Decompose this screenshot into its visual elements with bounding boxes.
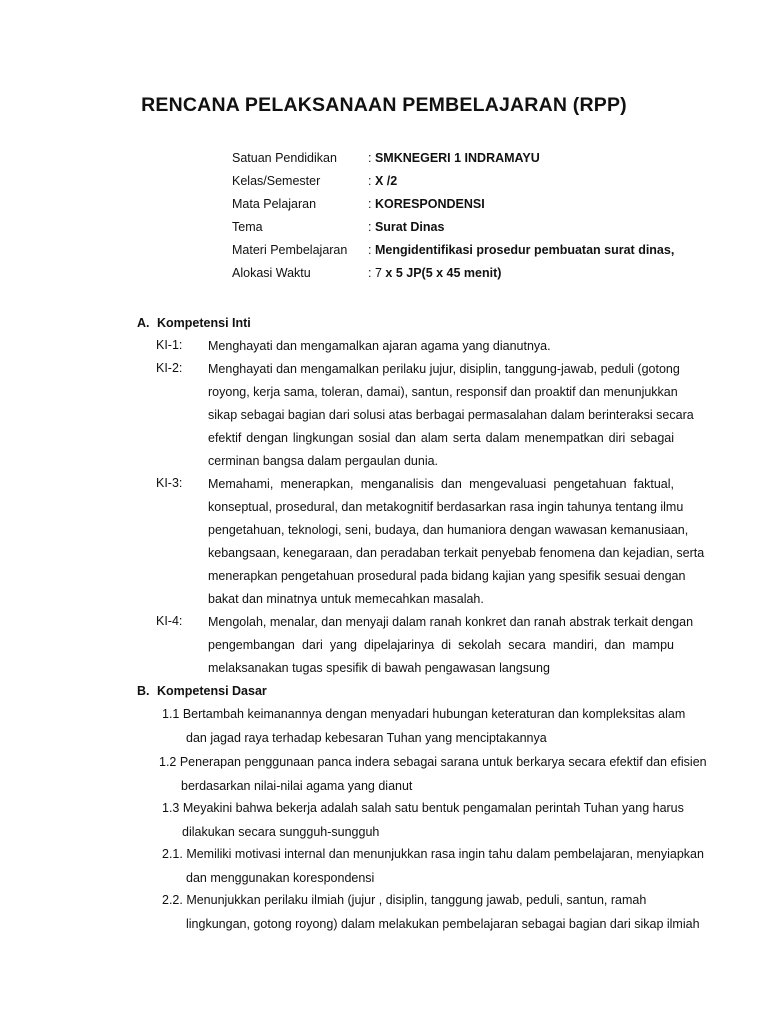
ki-line: sikap sebagai bagian dari solusi atas berbagai permasalahan dalam berinteraksi secara bbox=[208, 408, 694, 422]
ki-label: KI-4: bbox=[156, 614, 183, 628]
identity-value-wrap bbox=[368, 151, 540, 165]
identity-value-wrap bbox=[368, 197, 485, 211]
ki-text bbox=[208, 361, 694, 476]
ki-line: melaksanakan tugas spesifik di bawah pengawasan langsung bbox=[208, 661, 550, 675]
ki-line: efektif dengan lingkungan sosial dan alam serta dalam menempatkan diri sebagai bbox=[208, 431, 674, 445]
ki-line: kebangsaan, kenegaraan, dan peradaban terkait penyebab fenomena dan kejadian, serta bbox=[208, 546, 705, 560]
ki-text bbox=[208, 338, 674, 361]
ki-line: konseptual, prosedural, dan metakognitif berdasarkan rasa ingin tahunya tentang ilmu bbox=[208, 500, 684, 514]
kd-item bbox=[162, 706, 685, 753]
ki-line: pengetahuan, teknologi, seni, budaya, dan humaniora dengan wawasan kemanusiaan, bbox=[208, 523, 689, 537]
ki-text bbox=[208, 476, 705, 614]
kd-line-cont: dan menggunakan korespondensi bbox=[186, 870, 375, 885]
ki-text bbox=[208, 614, 694, 683]
kd-item bbox=[162, 846, 704, 893]
section-heading-kompetensi-dasar bbox=[137, 684, 267, 698]
kd-line-cont: berdasarkan nilai-nilai agama yang dianut bbox=[181, 778, 413, 793]
kd-item bbox=[162, 800, 684, 847]
identity-label: Kelas/Semester bbox=[232, 174, 321, 188]
kd-line: 2.2. Menunjukkan perilaku ilmiah (jujur , disiplin, tanggung jawab, peduli, santun, ramah bbox=[162, 893, 647, 907]
kd-line: 1.2 Penerapan penggunaan panca indera sebagai sarana untuk berkarya secara efektif dan efisien bbox=[159, 755, 707, 769]
identity-colon: : bbox=[368, 266, 375, 280]
identity-label: Materi Pembelajaran bbox=[232, 243, 348, 257]
identity-colon: : bbox=[368, 243, 375, 257]
kd-item bbox=[159, 754, 707, 801]
kd-line: 1.3 Meyakini bahwa bekerja adalah salah satu bentuk pengamalan perintah Tuhan yang harus bbox=[162, 801, 684, 815]
kd-line-cont: lingkungan, gotong royong) dalam melakukan pembelajaran sebagai bagian dari sikap ilmiah bbox=[186, 916, 700, 931]
ki-line: royong, kerja sama, toleran, damai), santun, responsif dan proaktif dan menunjukkan bbox=[208, 385, 678, 399]
kd-line-cont: dilakukan secara sungguh-sungguh bbox=[182, 824, 380, 839]
ki-line: cerminan bangsa dalam pergaulan dunia. bbox=[208, 454, 439, 468]
ki-line: Mengolah, menalar, dan menyaji dalam ranah konkret dan ranah abstrak terkait dengan bbox=[208, 615, 694, 629]
ki-line: menerapkan pengetahuan prosedural pada bidang kajian yang spesifik sesuai dengan bbox=[208, 569, 686, 583]
section-heading-text: Kompetensi Dasar bbox=[157, 684, 267, 698]
document-title: RENCANA PELAKSANAAN PEMBELAJARAN (RPP) bbox=[141, 94, 627, 116]
identity-value: KORESPONDENSI bbox=[374, 197, 485, 211]
kd-line-cont: dan jagad raya terhadap kebesaran Tuhan yang menciptakannya bbox=[186, 730, 547, 745]
ki-label: KI-3: bbox=[156, 476, 183, 490]
section-letter: B. bbox=[137, 684, 150, 698]
identity-colon: : bbox=[368, 174, 375, 188]
identity-pre: 7 bbox=[374, 266, 386, 280]
identity-value: X /2 bbox=[374, 174, 398, 188]
ki-line: bakat dan minatnya untuk memecahkan masalah. bbox=[208, 592, 484, 606]
identity-label: Satuan Pendidikan bbox=[232, 151, 337, 165]
identity-colon: : bbox=[368, 220, 375, 234]
identity-colon: : bbox=[368, 151, 375, 165]
identity-value-wrap bbox=[368, 266, 501, 280]
ki-label: KI-2: bbox=[156, 361, 183, 375]
kd-item bbox=[162, 892, 700, 939]
identity-label: Alokasi Waktu bbox=[232, 266, 311, 280]
kd-line: 1.1 Bertambah keimanannya dengan menyadari hubungan keteraturan dan kompleksitas alam bbox=[162, 707, 686, 721]
ki-line: Menghayati dan mengamalkan perilaku jujur, disiplin, tanggung-jawab, peduli (gotong bbox=[208, 362, 680, 376]
ki-label: KI-1: bbox=[156, 338, 183, 352]
ki-line: Menghayati dan mengamalkan ajaran agama yang dianutnya. bbox=[208, 339, 551, 353]
identity-label: Tema bbox=[232, 220, 263, 234]
ki-line: Memahami, menerapkan, menganalisis dan mengevaluasi pengetahuan faktual, bbox=[208, 477, 674, 491]
identity-value: Mengidentifikasi prosedur pembuatan surat dinas, bbox=[374, 243, 675, 257]
identity-value-wrap bbox=[368, 174, 397, 188]
identity-value: SMKNEGERI 1 INDRAMAYU bbox=[374, 151, 540, 165]
section-heading-kompetensi-inti bbox=[137, 316, 251, 330]
identity-value-wrap bbox=[368, 243, 674, 257]
section-heading-text: Kompetensi Inti bbox=[157, 316, 251, 330]
identity-value: Surat Dinas bbox=[374, 220, 445, 234]
identity-colon: : bbox=[368, 197, 375, 211]
identity-label: Mata Pelajaran bbox=[232, 197, 317, 211]
ki-line: pengembangan dari yang dipelajarinya di sekolah secara mandiri, dan mampu bbox=[208, 638, 674, 652]
identity-value-wrap bbox=[368, 220, 444, 234]
kd-line: 2.1. Memiliki motivasi internal dan menunjukkan rasa ingin tahu dalam pembelajaran, menyiapkan bbox=[162, 847, 704, 861]
identity-value: x 5 JP(5 x 45 menit) bbox=[385, 266, 502, 280]
section-letter: A. bbox=[137, 316, 150, 330]
